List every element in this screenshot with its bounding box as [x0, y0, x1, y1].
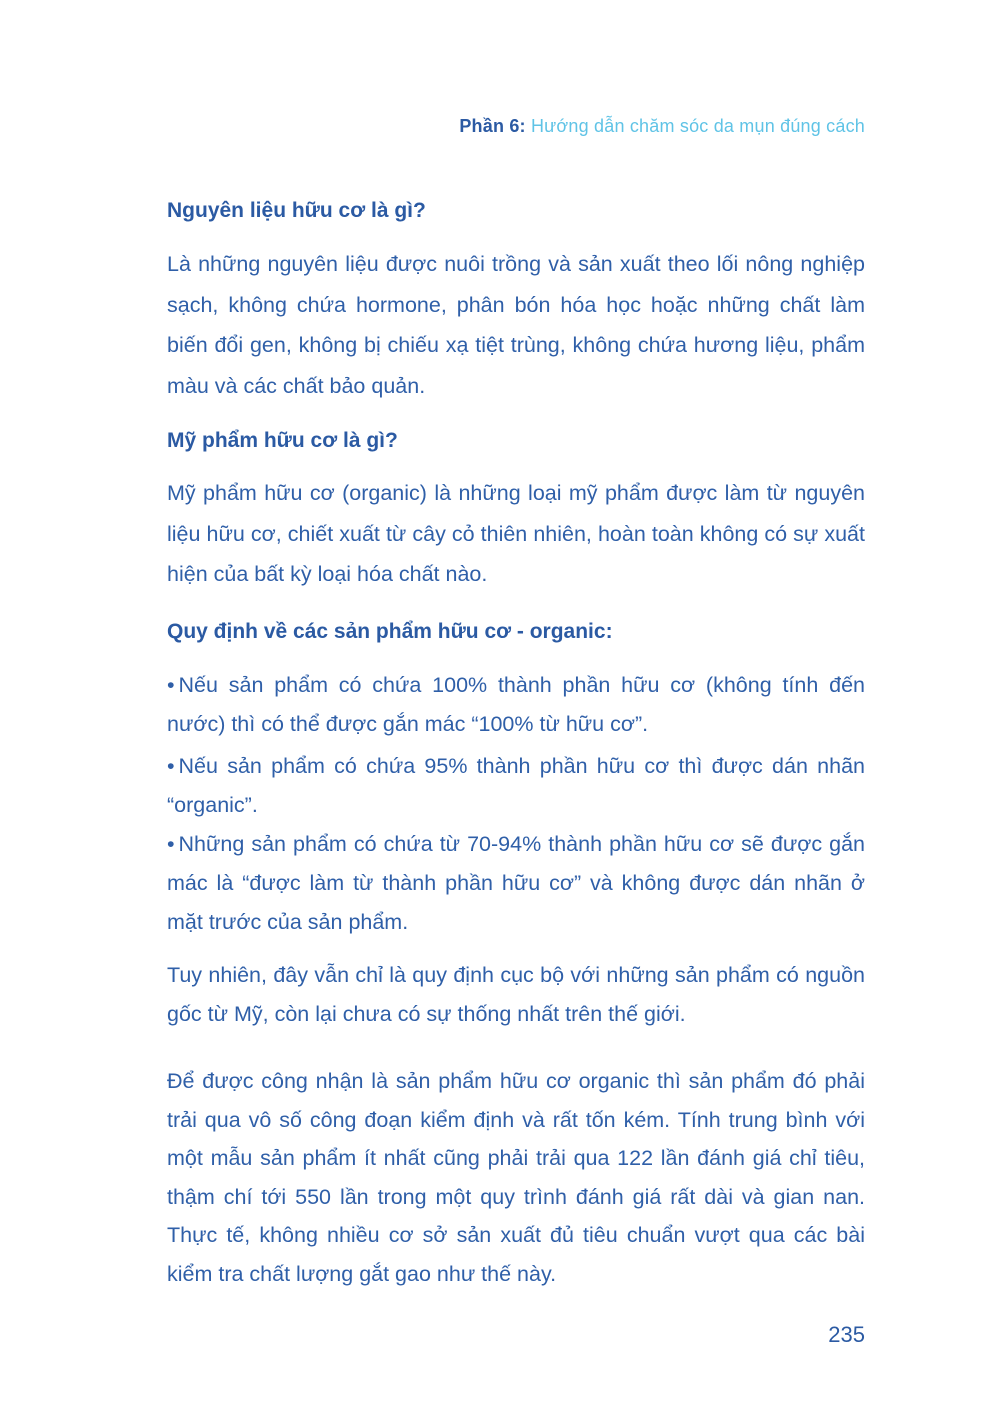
paragraph-regulation-note: Tuy nhiên, đây vẫn chỉ là quy định cục bộ với những sản phẩm có nguồn gốc từ Mỹ, còn lại chưa có sự thống nhất trên thế giới. — [167, 963, 865, 1026]
bullet-text: Nếu sản phẩm có chứa 100% thành phần hữu cơ (không tính đến nước) thì có thể được gắn mác “100% từ hữu cơ”. — [167, 673, 865, 736]
running-header-topic: Hướng dẫn chăm sóc da mụn đúng cách — [530, 116, 865, 136]
bullet-text: Những sản phẩm có chứa từ 70-94% thành phần hữu cơ sẽ được gắn mác là “được làm từ thành phần hữu cơ” và không được dán nhãn ở mặt trước của sản phẩm. — [167, 832, 865, 934]
bullet-marker: • — [167, 673, 175, 697]
bullet-marker: • — [167, 832, 175, 856]
bullet-text: Nếu sản phẩm có chứa 95% thành phần hữu cơ thì được dán nhãn “organic”. — [167, 754, 865, 817]
section-heading-organic-cosmetics: Mỹ phẩm hữu cơ là gì? — [167, 429, 398, 452]
running-header-part: Phần 6: — [459, 116, 526, 136]
paragraph-organic-ingredients: Là những nguyên liệu được nuôi trồng và sản xuất theo lối nông nghiệp sạch, không chứa hormone, phân bón hóa học hoặc những chất làm biến đổi gen, không bị chiếu xạ tiệt trùng, không chứa hương liệu, phẩm màu và các chất bảo quản. — [167, 252, 865, 398]
regulation-bullet-1 — [167, 666, 865, 744]
bullet-marker: • — [167, 754, 175, 778]
page-number: 235 — [828, 1322, 865, 1347]
section-heading-regulations: Quy định về các sản phẩm hữu cơ - organic: — [167, 620, 613, 643]
regulation-bullet-3 — [167, 825, 865, 942]
running-header — [459, 116, 865, 137]
paragraph-certification: Để được công nhận là sản phẩm hữu cơ organic thì sản phẩm đó phải trải qua vô số công đoạn kiểm định và rất tốn kém. Tính trung bình với một mẫu sản phẩm ít nhất cũng phải trải qua 122 lần đánh giá chỉ tiêu, thậm chí tới 550 lần trong một quy trình đánh giá rất dài và gian nan. Thực tế, không nhiều cơ sở sản xuất đủ tiêu chuẩn vượt qua các bài kiểm tra chất lượng gắt gao như thế này. — [167, 1069, 865, 1286]
paragraph-organic-cosmetics: Mỹ phẩm hữu cơ (organic) là những loại mỹ phẩm được làm từ nguyên liệu hữu cơ, chiết xuất từ cây cỏ thiên nhiên, hoàn toàn không có sự xuất hiện của bất kỳ loại hóa chất nào. — [167, 481, 865, 586]
regulation-bullet-2 — [167, 747, 865, 825]
section-heading-organic-ingredients: Nguyên liệu hữu cơ là gì? — [167, 199, 426, 222]
